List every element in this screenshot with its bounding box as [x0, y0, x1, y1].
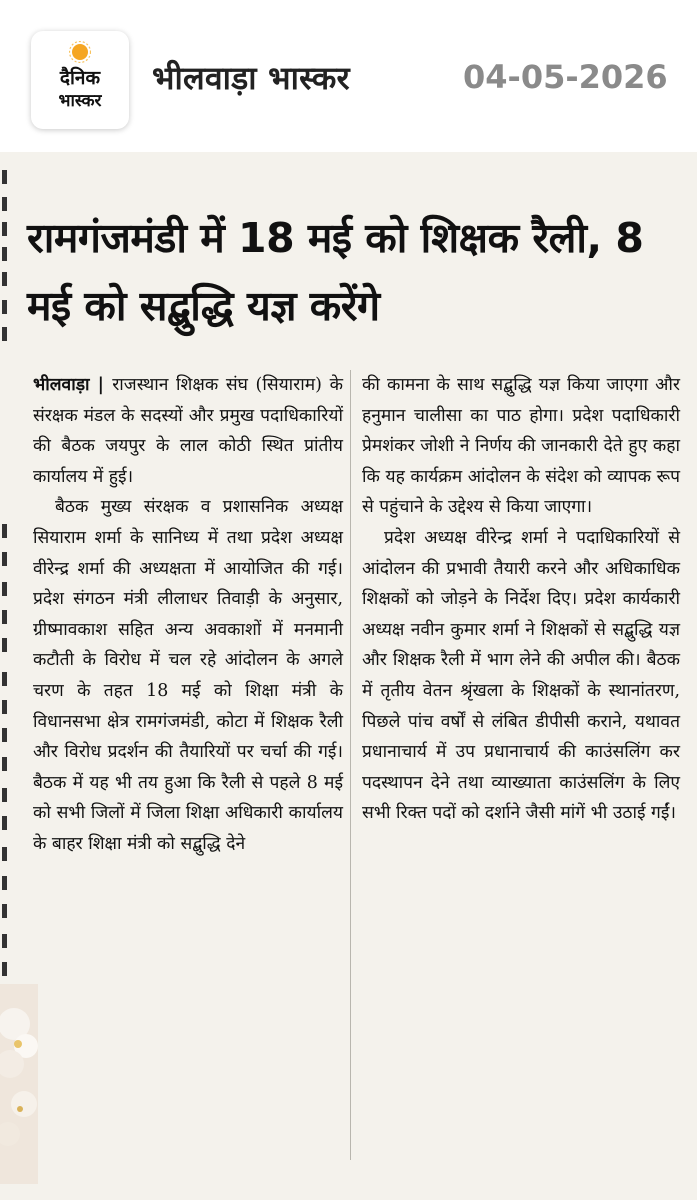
article-column-left	[33, 370, 343, 860]
edition-title: भीलवाड़ा भास्कर	[152, 59, 350, 97]
article-paragraph-text: राजस्थान शिक्षक संघ (सियाराम) के संरक्षक मंडल के सदस्यों और प्रमुख पदाधिकारियों की बैठक जयपुर के लाल कोठी स्थित प्रांतीय कार्यालय में हुई।	[33, 375, 343, 487]
edition-date: 04-05-2026	[463, 58, 668, 96]
app-header	[0, 0, 697, 152]
newspaper-clipping	[0, 152, 697, 1200]
flower-photo-edge	[0, 984, 38, 1184]
article-paragraph: बैठक मुख्य संरक्षक व प्रशासनिक अध्यक्ष सियाराम शर्मा के सानिध्य में तथा प्रदेश अध्यक्ष वीरेन्द्र शर्मा की अध्यक्षता में आयोजित की गई। प्रदेश संगठन मंत्री लीलाधर तिवाड़ी के अनुसार, ग्रीष्मावकाश सहित अन्य अवकाशों में मनमानी कटौती के विरोध में चल रहे आंदोलन के अगले चरण के तहत 18 मई को शिक्षा मंत्री के विधानसभा क्षेत्र रामगंजमंडी, कोटा में शिक्षक रैली और विरोध प्रदर्शन की तैयारियों पर चर्चा की गई। बैठक में यह भी तय हुआ कि रैली से पहले 8 मई को सभी जिलों में जिला शिक्षा अधिकारी कार्यालय के बाहर शिक्षा मंत्री को सद्बुद्धि देने	[33, 497, 343, 854]
logo-text-line1: दैनिक	[59, 67, 101, 89]
article-dateline: भीलवाड़ा |	[33, 375, 113, 395]
article-headline: रामगंजमंडी में 18 मई को शिक्षक रैली, 8 मई को सद्बुद्धि यज्ञ करेंगे	[27, 214, 644, 330]
article-paragraph: की कामना के साथ सद्बुद्धि यज्ञ किया जाएगा और हनुमान चालीसा का पाठ होगा। प्रदेश पदाधिकारी प्रेमशंकर जोशी ने निर्णय की जानकारी देते हुए कहा कि यह कार्यक्रम आंदोलन के संदेश को व्यापक रूप से पहुंचाने के उद्देश्य से किया जाएगा।	[362, 375, 680, 518]
dainik-bhaskar-logo[interactable]	[31, 31, 129, 129]
sun-icon	[69, 41, 91, 63]
article-paragraph	[33, 370, 343, 492]
column-divider	[350, 370, 351, 1160]
article-column-right	[362, 370, 680, 829]
article-paragraph: प्रदेश अध्यक्ष वीरेन्द्र शर्मा ने पदाधिकारियों से आंदोलन की प्रभावी तैयारी करने और अधिकाधिक शिक्षकों को जोड़ने के निर्देश दिए। प्रदेश कार्यकारी अध्यक्ष नवीन कुमार शर्मा ने शिक्षकों से सद्बुद्धि यज्ञ और शिक्षक रैली में भाग लेने की अपील की। बैठक में तृतीय वेतन श्रृंखला के शिक्षकों के स्थानांतरण, पिछले पांच वर्षों से लंबित डीपीसी कराने, यथावत प्रधानाचार्य में उप प्रधानाचार्य की काउंसलिंग कर पदस्थापन देने तथा व्याख्याता काउंसलिंग के लिए सभी रिक्त पदों को दर्शाने जैसी मांगें भी उठाई गईं।	[362, 527, 680, 824]
logo-text-line2: भास्कर	[58, 91, 102, 111]
